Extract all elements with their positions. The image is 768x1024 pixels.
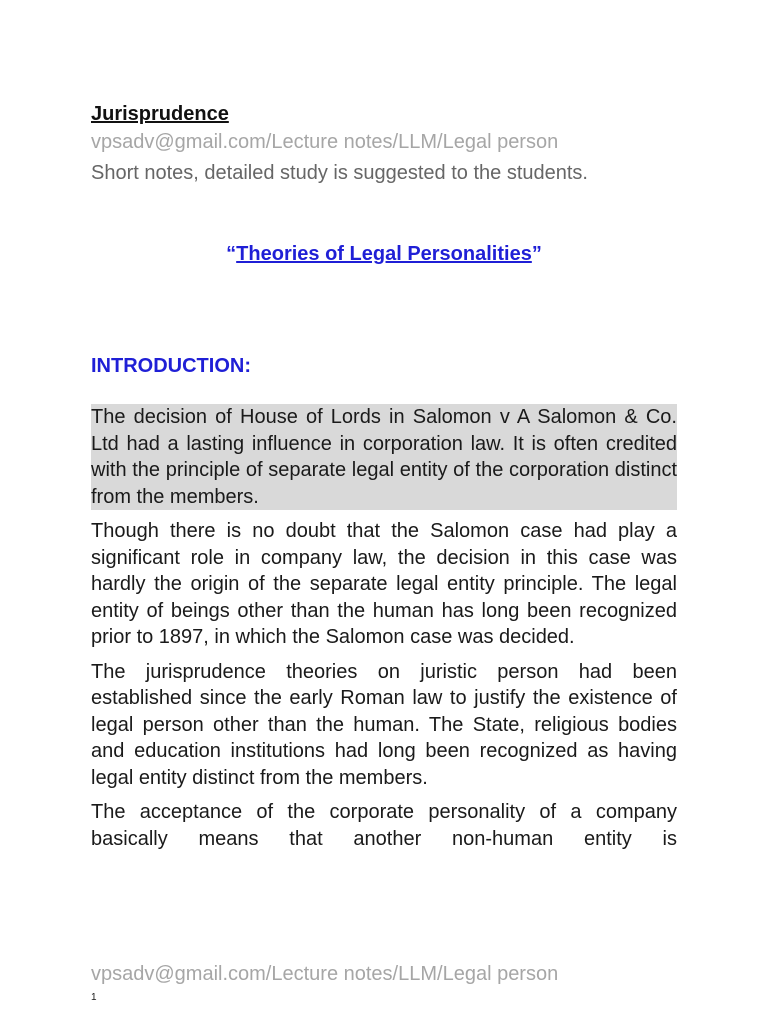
header-title: Jurisprudence	[91, 103, 229, 125]
header-note: Short notes, detailed study is suggested to the students.	[91, 162, 588, 184]
paragraph: The acceptance of the corporate personality of a company basically means that another non-human entity is	[91, 801, 677, 850]
footer-path: vpsadv@gmail.com/Lecture notes/LLM/Legal person	[91, 963, 559, 985]
document-body	[91, 404, 677, 860]
title-text: Theories of Legal Personalities	[236, 243, 532, 265]
title-open-quote: “	[226, 243, 237, 265]
header-path: vpsadv@gmail.com/Lecture notes/LLM/Legal person	[91, 131, 559, 153]
section-heading-introduction: INTRODUCTION:	[91, 355, 251, 377]
paragraph: Though there is no doubt that the Salomon case had play a significant role in company law, the decision in this case was hardly the origin of the separate legal entity principle. The legal entity of beings other than the human has long been recognized prior to 1897, in which the Salomon case was decided.	[91, 520, 677, 648]
paragraph: The jurisprudence theories on juristic person had been established since the early Roman law to justify the existence of legal person other than the human. The State, religious bodies and education institutions had long been recognized as having legal entity distinct from the members.	[91, 660, 677, 789]
page-number: 1	[91, 992, 97, 1003]
title-close-quote: ”	[531, 243, 542, 265]
document-title	[0, 243, 768, 266]
paragraph-highlighted: The decision of House of Lords in Salomon v A Salomon & Co. Ltd had a lasting influence in corporation law. It is often credited with the principle of separate legal entity of the corporation distinct from the members.	[91, 404, 677, 510]
